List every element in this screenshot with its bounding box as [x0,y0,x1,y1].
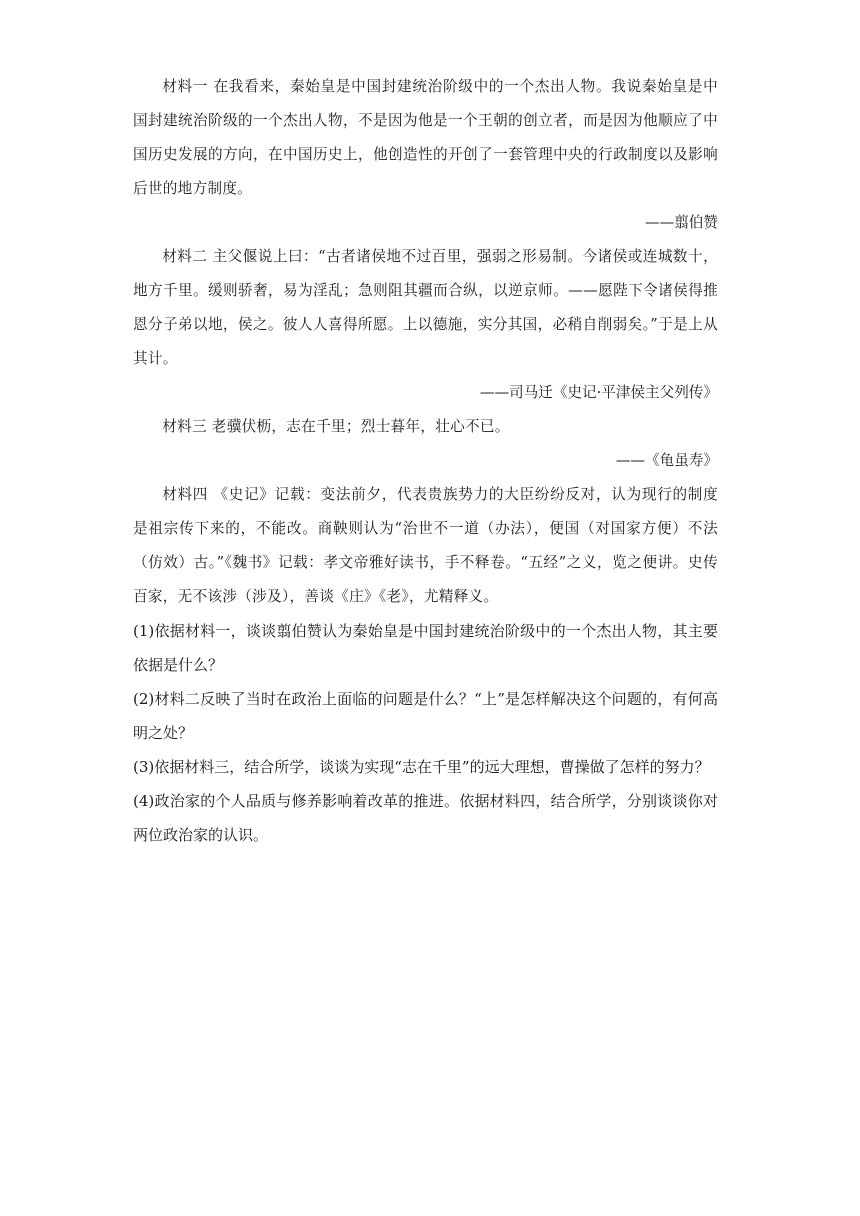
question-4: (4)政治家的个人品质与修养影响着改革的推进。依据材料四，结合所学，分别谈谈你对两位政治家的认识。 [133,792,718,844]
material-1-text: 材料一 在我看来，秦始皇是中国封建统治阶级中的一个杰出人物。我说秦始皇是中国封建统治阶级的一个杰出人物，不是因为他是一个王朝的创立者，而是因为他顺应了中国历史发展的方向，在中国历史上，他创造性的开创了一套管理中央的行政制度以及影响后世的地方制度。 [133,78,718,197]
material-3-text: 材料三 老骥伏枥，志在千里；烈士暮年，壮心不已。 [162,418,510,435]
material-4-text: 材料四 《史记》记载：变法前夕，代表贵族势力的大臣纷纷反对，认为现行的制度是祖宗传下来的，不能改。商鞅则认为“治世不一道（办法），便国（对国家方便）不法（仿效）古。”《魏书》记载：孝文帝雅好读书，手不释卷。“五经”之义，览之便讲。史传百家，无不该涉（涉及），善谈《庄》《老》，尤精释义。 [133,486,718,605]
material-2-text: 材料二 主父偃说上曰：“古者诸侯地不过百里，强弱之形易制。今诸侯或连城数十，地方千里。缓则骄奢，易为淫乱；急则阻其疆而合纵，以逆京师。——愿陛下令诸侯得推恩分子弟以地，侯之。彼人人喜得所愿。上以德施，实分其国，必稍自削弱矣。”于是上从其计。 [133,248,718,367]
question-3: (3)依据材料三，结合所学，谈谈为实现“志在千里”的远大理想，曹操做了怎样的努力？ [133,758,710,776]
material-3-source: ——《龟虽寿》 [615,452,718,469]
material-1-source: ——翦伯赞 [645,214,718,231]
document-content [133,70,718,852]
material-2-source: ——司马迁《史记·平津侯主父列传》 [479,384,718,401]
question-2: (2)材料二反映了当时在政治上面临的问题是什么？“上”是怎样解决这个问题的，有何高明之处？ [133,690,718,742]
question-1: (1)依据材料一，谈谈翦伯赞认为秦始皇是中国封建统治阶级中的一个杰出人物，其主要依据是什么？ [133,622,718,674]
